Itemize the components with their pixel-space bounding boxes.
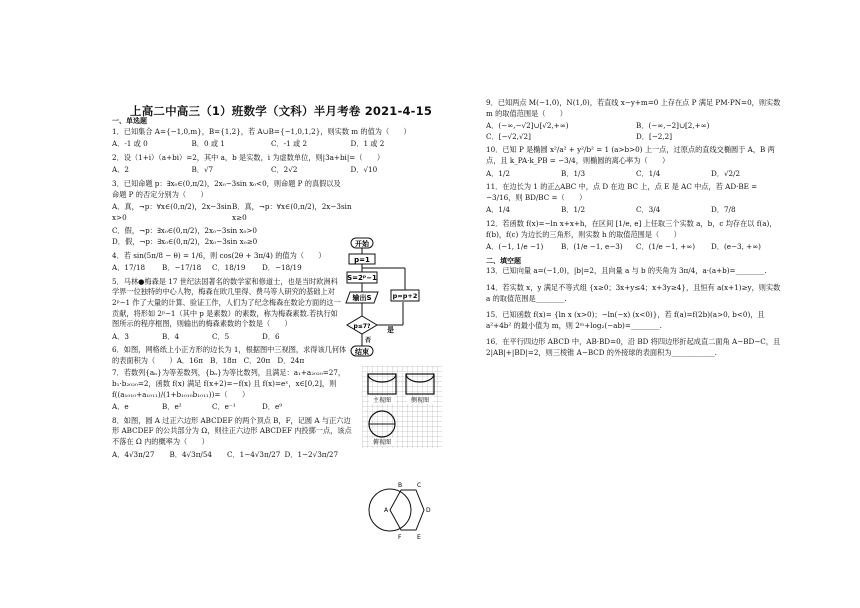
- option[interactable]: A．4√3π/27: [112, 449, 155, 459]
- flowchart-figure: [345, 236, 420, 362]
- flowchart-assign-label: S=2ᵖ−1: [347, 274, 377, 282]
- question-11-options: [486, 205, 786, 216]
- question-3-options: [112, 202, 352, 247]
- option[interactable]: C．1/4: [636, 168, 661, 178]
- question-11: 11．在边长为 1 的正△ABC 中，点 D 在边 BC 上，点 E 是 AC 中点，若 AD·BE = −3/16，则 BD/BC =（ ）: [486, 182, 758, 202]
- flowchart-start-label: 开始: [355, 240, 369, 248]
- question-4-options: [112, 263, 312, 274]
- hexagon-figure: [368, 478, 434, 542]
- option[interactable]: D．−18/19: [262, 263, 302, 273]
- question-5-options: [112, 332, 312, 343]
- question-3: 3．已知命题 p：∃x₀∈(0,π/2)，2x₀−3sin x₀<0，则命题 P 的真假以及命题 P 的否定分别为（ ）: [112, 178, 341, 199]
- hexagon-abcdef: [390, 490, 424, 530]
- option[interactable]: B．0 或 1: [191, 139, 225, 149]
- option[interactable]: D．1 或 2: [350, 139, 385, 149]
- question-7-options: [112, 402, 312, 413]
- option[interactable]: B．4: [162, 331, 180, 341]
- question-14: 14．若实数 x，y 满足不等式组 {x≥0；3x+y≤4；x+3y≥4}，且恒有 a(x+1)≥y，则实数 a 的取值范围是________.: [486, 282, 781, 303]
- question-10: 10．已知 P 是椭圆 x²/a² + y²/b² = 1 (a>b>0) 上一点，过原点的直线交椭圆于 A，B 两点，且 k_PA·k_PB = −3/4，则椭圆的离心率为（ ）: [486, 145, 775, 165]
- option[interactable]: B．(1/e −1, e−3): [561, 242, 623, 252]
- option[interactable]: A．-1 或 0: [112, 139, 148, 149]
- option[interactable]: A．17/18: [112, 263, 146, 273]
- flowchart-init-label: p=1: [354, 256, 370, 264]
- option[interactable]: D．1−2√3π/27: [284, 449, 339, 459]
- question-9-options: [486, 121, 786, 142]
- option[interactable]: D．(e−3, +∞): [711, 242, 761, 252]
- flowchart-condition-label: p≤7?: [353, 323, 371, 330]
- right-column: [486, 98, 786, 360]
- option[interactable]: D．7/8: [711, 205, 736, 215]
- vertex-label: E: [417, 534, 421, 541]
- option[interactable]: D．√10: [350, 165, 378, 175]
- option[interactable]: B．−17/18: [162, 263, 202, 273]
- question-8-options: [112, 450, 342, 461]
- grid-paper: [362, 366, 442, 448]
- question-2-options: [112, 165, 430, 176]
- option[interactable]: B．真，¬p：∀x∈(0,π/2)，2x−3sin x≥0: [232, 202, 352, 222]
- option[interactable]: B．√7: [191, 165, 214, 175]
- side-view-label: 侧视图: [410, 397, 430, 404]
- question-1-options: [112, 139, 430, 150]
- question-4: 4．若 sin(5π/8 − θ) = 1/6，则 cos(2θ + 3π/4) 的值为（ ）: [112, 250, 326, 260]
- question-16: 16．在平行四边形 ABCD 中，AB·BD=0，沿 BD 将四边形折起成直二面角 A−BD−C，且 2|AB|+|BD|=2，则三棱锥 A−BCD 的外接球的表面积为____________.: [486, 337, 781, 357]
- vertex-label: A: [384, 507, 389, 514]
- option[interactable]: A．1/2: [486, 168, 510, 178]
- question-5: 5．马林●梅森是 17 世纪法国著名的数学家和修道士，也是当时欧洲科学界一位独特的中心人物，梅森在欧几里得、费马等人研究的基础上对 2ᵖ−1 作了大量的计算、验证工作，人们为了纪念梅森在数论方面的这一贡献，将形如 2ᵖ−1（其中 p 是素数）的素数，称为梅森素数.若执行如图所示的程序框图，则输出的梅森素数的个数是（ ）: [112, 276, 341, 329]
- option[interactable]: A．e: [112, 402, 129, 412]
- option[interactable]: C．18/19: [212, 263, 246, 273]
- option[interactable]: C．2√2: [271, 165, 298, 175]
- option[interactable]: C．e⁻¹: [212, 402, 236, 412]
- question-1: 1．已知集合 A={−1,0,m}，B={1,2}，若 A∪B={−1,0,1,2}，则实数 m 的值为（ ）: [112, 126, 411, 136]
- question-12: 12．若函数 f(x)=−ln x+x+h，在区间 [1/e, e] 上任取三个实数 a，b，c 均存在以 f(a)，f(b)，f(c) 为边长的三角形，则实数 h 的取值范围是（ ）: [486, 218, 777, 239]
- flowchart-update-label: p=p+2: [392, 292, 418, 300]
- three-views-figure: [362, 366, 442, 448]
- option[interactable]: B．e²: [162, 402, 182, 412]
- option[interactable]: B．1/3: [561, 168, 586, 178]
- option[interactable]: C．假，¬p：∃x₀∈(0,π/2)，2x₀−3sin x₀>0: [112, 226, 257, 236]
- flowchart-end-label: 结束: [355, 348, 369, 356]
- vertex-label: C: [417, 482, 422, 489]
- option[interactable]: B．1/2: [561, 205, 586, 215]
- option[interactable]: A．(−1, 1/e −1): [486, 242, 544, 252]
- flowchart-output-label: 输出S: [352, 294, 372, 302]
- option[interactable]: C．(1/e −1, +∞): [636, 242, 696, 252]
- vertex-label: F: [398, 534, 402, 541]
- option[interactable]: B．(−∞,−2]∪[2,+∞): [636, 121, 710, 131]
- section-single-choice: 一、单选题: [112, 117, 147, 125]
- question-12-options: [486, 242, 786, 253]
- question-13: 13．已知向量 a=(−1,0)，|b|=2，且向量 a 与 b 的夹角为 3π/4，a·(a+b)=________.: [486, 266, 767, 276]
- option[interactable]: D．e⁹: [262, 402, 283, 412]
- vertex-label: D: [426, 507, 431, 514]
- option[interactable]: A．3: [112, 331, 129, 341]
- question-10-options: [486, 169, 786, 180]
- section-fill-blank: 二、填空题: [486, 256, 521, 265]
- question-7: 7．若数列{aₙ}为等差数列，{bₙ}为等比数列，且满足：a₁+a₂₀₂₀=27，b₁·b₂₀₂₀=2，函数 f(x) 满足 f(x+2)=−f(x) 且 f(x)=eˣ，x∈[0,2]，则 f((a₁₀₁₀+a₁₀₁₁)/(1+b₁₀₁₀b₁₀₁₁))=（ ）: [112, 368, 346, 399]
- option[interactable]: C．3/4: [636, 205, 661, 215]
- option[interactable]: C．5: [212, 331, 230, 341]
- option[interactable]: A．真，¬p：∀x∈(0,π/2)，2x−3sin x>0: [112, 202, 232, 222]
- question-15: 15．已知函数 f(x)= {ln x (x>0)；−ln(−x) (x<0)}，若 f(a)=f(2b)(a>0, b<0)，且 a²+4b² 的最小值为 m，则 2ᵐ+log₂(−ab)=________.: [486, 310, 765, 330]
- option[interactable]: D．假，¬p：∃x₀∈(0,π/2)，2x₀−3sin x₀≥0: [112, 236, 258, 246]
- option[interactable]: C．-1 或 2: [271, 139, 308, 149]
- question-6: 6．如图，网格纸上小正方形的边长为 1，根据图中三视图，求得该几何体的表面积为（ ）A．16π B．18π C．20π D．24π: [112, 345, 347, 365]
- option[interactable]: B．4√3π/54: [169, 449, 212, 459]
- flowchart-no-label: 否: [365, 337, 372, 344]
- option[interactable]: D．[−2,2]: [636, 131, 673, 141]
- vertex-label: B: [398, 482, 403, 489]
- question-9: 9．已知两点 M(−1,0)，N(1,0)，若直线 x−y+m=0 上存在点 P 满足 PM·PN=0，则实数 m 的取值范围是（ ）: [486, 98, 781, 118]
- option[interactable]: C．[−√2,√2]: [486, 131, 531, 141]
- option[interactable]: C．1−4√3π/27: [227, 449, 281, 459]
- exam-title: 上高二中高三（1）班数学（文科）半月考卷 2021-4-15: [130, 104, 433, 118]
- option[interactable]: D．√2/2: [711, 168, 741, 178]
- option[interactable]: D．6: [262, 331, 280, 341]
- flowchart-yes-label: 是: [387, 326, 394, 334]
- question-2: 2．设（1+i）（a+bi）=2，其中 a，b 是实数，i 为虚数单位，则|3a+bi|=（ ）: [112, 152, 385, 162]
- option[interactable]: A．2: [112, 165, 129, 175]
- top-view-label: 俯视图: [372, 439, 392, 446]
- question-8: 8．如图，圆 A 过正六边形 ABCDEF 的两个顶点 B，F，记圆 A 与正六边形 ABCDEF 的公共部分为 Ω，则往正六边形 ABCDEF 内投掷一点，该点不落在 Ω 内的概率为（ ）: [112, 415, 352, 447]
- option[interactable]: A．(−∞,−√2]∪[√2,+∞): [486, 121, 569, 131]
- front-view-label: 主视图: [372, 397, 392, 404]
- option[interactable]: A．1/4: [486, 205, 510, 215]
